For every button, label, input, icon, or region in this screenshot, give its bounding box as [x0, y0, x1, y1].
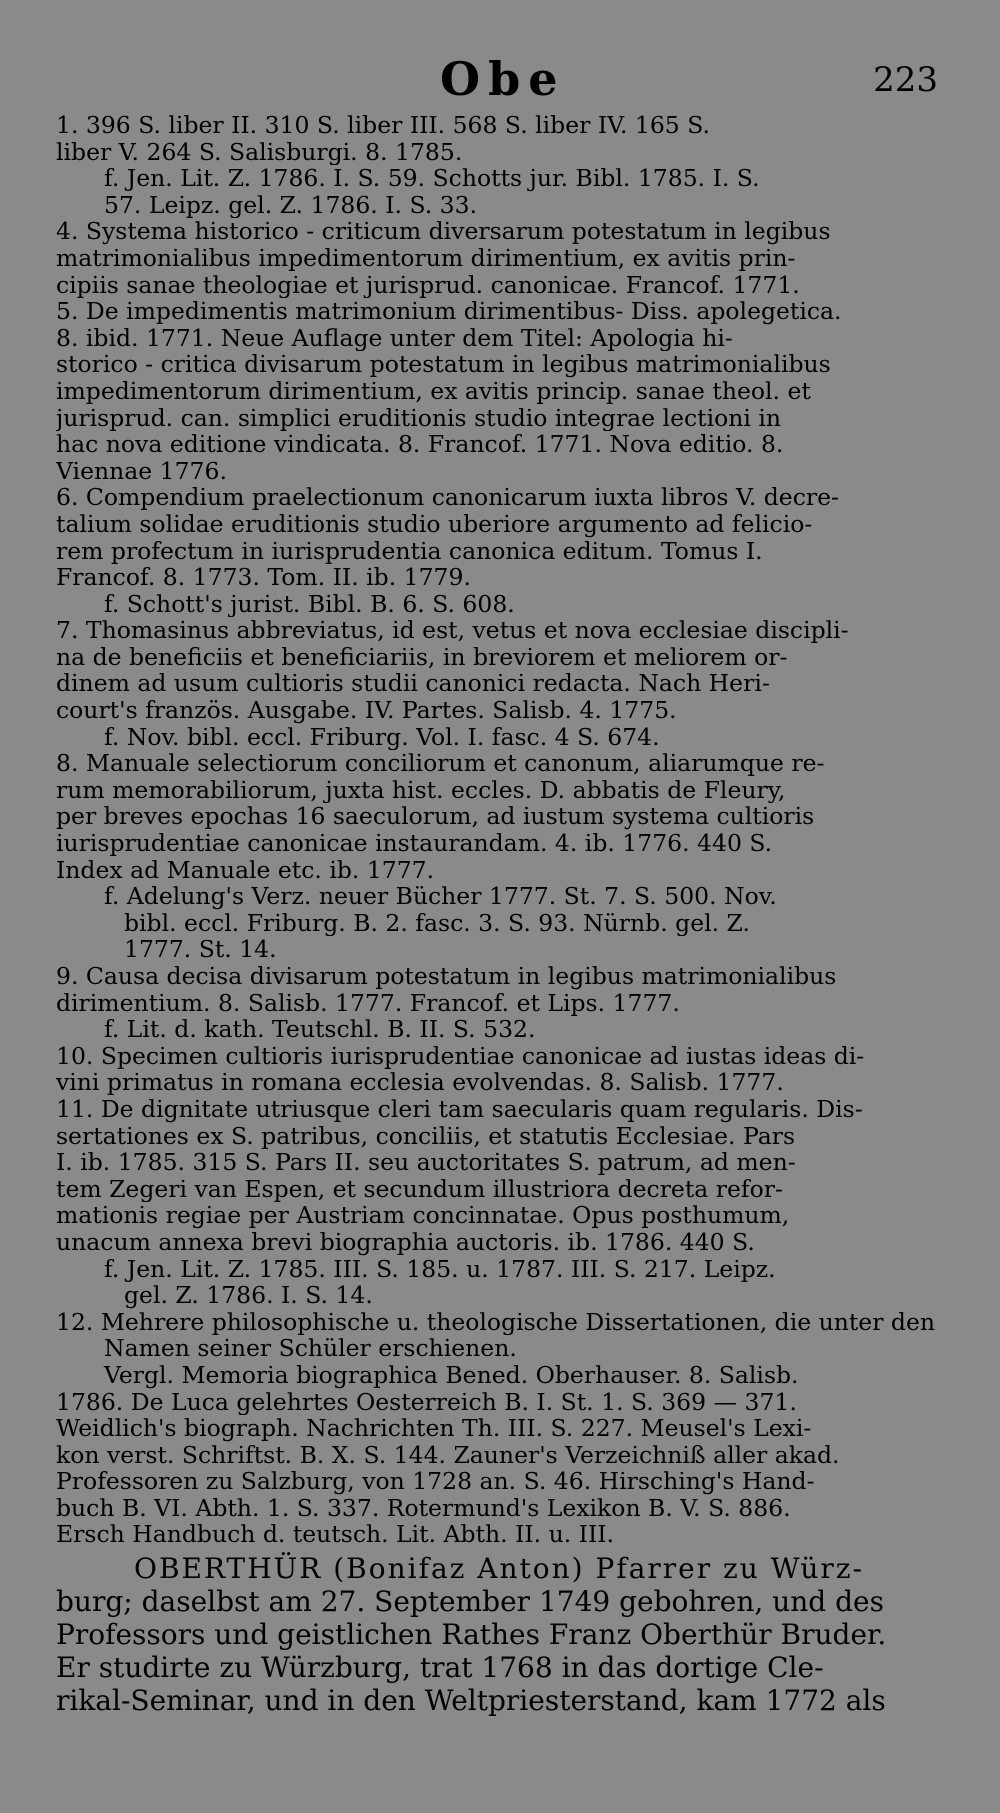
- text-line: 1. 396 S. liber II. 310 S. liber III. 568 S. liber IV. 165 S.: [56, 112, 710, 139]
- text-line: storico - critica divisarum potestatum in legibus matrimonialibus: [56, 351, 831, 378]
- text-line: dinem ad usum cultioris studii canonici redacta. Nach Heri-: [56, 670, 770, 698]
- text-line: Viennae 1776.: [56, 457, 227, 485]
- text-line: gel. Z. 1786. I. S. 14.: [124, 1282, 373, 1309]
- text-line: court's französ. Ausgabe. IV. Partes. Salisb. 4. 1775.: [56, 697, 677, 724]
- text-line: na de beneficiis et beneficiariis, in breviorem et meliorem or-: [56, 643, 788, 671]
- text-line: Vergl. Memoria biographica Bened. Oberhauser. 8. Salisb.: [104, 1361, 799, 1389]
- text-line: Weidlich's biograph. Nachrichten Th. III. S. 227. Meusel's Lexi-: [56, 1415, 812, 1442]
- text-line: Ersch Handbuch d. teutsch. Lit. Abth. II. u. III.: [56, 1521, 614, 1549]
- text-line: Professoren zu Salzburg, von 1728 an. S. 46. Hirsching's Hand-: [56, 1468, 815, 1495]
- text-line: tem Zegeri van Espen, et secundum illustriora decreta refor-: [56, 1175, 783, 1203]
- text-line: 6. Compendium praelectionum canonicarum iuxta libros V. decre-: [56, 484, 839, 511]
- text-line: 5. De impedimentis matrimonium dirimentibus- Diss. apolegetica.: [56, 298, 842, 325]
- text-line: dirimentium. 8. Salisb. 1777. Francof. et Lips. 1777.: [56, 989, 680, 1017]
- text-line: iurisprudentiae canonicae instaurandam. 4. ib. 1776. 440 S.: [56, 830, 773, 857]
- text-line: sertationes ex S. patribus, conciliis, et statutis Ecclesiae. Pars: [56, 1122, 796, 1150]
- text-line: f. Nov. bibl. eccl. Friburg. Vol. I. fasc. 4 S. 674.: [104, 723, 660, 751]
- text-line: f. Lit. d. kath. Teutschl. B. II. S. 532.: [104, 1016, 536, 1043]
- text-line: Francof. 8. 1773. Tom. II. ib. 1779.: [56, 564, 471, 591]
- entry-line: Professors und geistlichen Rathes Franz Oberthür Bruder.: [56, 1618, 887, 1652]
- text-line: impedimentorum dirimentium, ex avitis princip. sanae theol. et: [56, 377, 811, 405]
- text-line: buch B. VI. Abth. 1. S. 337. Rotermund's Lexikon B. V. S. 886.: [56, 1494, 791, 1522]
- text-line: cipiis sanae theologiae et jurisprud. canonicae. Francof. 1771.: [56, 271, 800, 299]
- text-line: per breves epochas 16 saeculorum, ad iustum systema cultioris: [56, 803, 815, 831]
- text-line: bibl. eccl. Friburg. B. 2. fasc. 3. S. 93. Nürnb. gel. Z.: [124, 909, 750, 937]
- text-line: 10. Specimen cultioris iurisprudentiae canonicae ad iustas ideas di-: [56, 1042, 865, 1070]
- text-line: matrimonialibus impedimentorum dirimentium, ex avitis prin-: [56, 244, 796, 272]
- text-line: 7. Thomasinus abbreviatus, id est, vetus et nova ecclesiae discipli-: [56, 617, 849, 644]
- text-line: 1786. De Luca gelehrtes Oesterreich B. I. St. 1. S. 369 — 371.: [56, 1388, 797, 1416]
- text-line: rum memorabiliorum, juxta hist. eccles. D. abbatis de Fleury,: [56, 776, 786, 804]
- text-line: liber V. 264 S. Salisburgi. 8. 1785.: [56, 138, 463, 166]
- entry-heading: OBERTHÜR (Bonifaz Anton) Pfarrer zu Würz-: [134, 1552, 864, 1586]
- text-line: jurisprud. can. simplici eruditionis studio integrae lectioni in: [56, 404, 782, 432]
- text-line: 11. De dignitate utriusque cleri tam saecularis quam regularis. Dis-: [56, 1095, 863, 1123]
- text-line: 12. Mehrere philosophische u. theologische Dissertationen, die unter den: [56, 1308, 936, 1336]
- text-line: 9. Causa decisa divisarum potestatum in legibus matrimonialibus: [56, 963, 837, 990]
- text-line: f. Adelung's Verz. neuer Bücher 1777. St. 7. S. 500. Nov.: [104, 883, 777, 910]
- text-line: 4. Systema historico - criticum diversarum potestatum in legibus: [56, 218, 831, 245]
- entry-line: burg; daselbst am 27. September 1749 gebohren, und des: [56, 1585, 884, 1619]
- text-line: unacum annexa brevi biographia auctoris. ib. 1786. 440 S.: [56, 1228, 755, 1256]
- text-line: Index ad Manuale etc. ib. 1777.: [56, 856, 435, 884]
- entry-line: Er studirte zu Würzburg, trat 1768 in das dortige Cle-: [56, 1651, 824, 1685]
- page-header: [0, 52, 1000, 112]
- text-line: Namen seiner Schüler erschienen.: [104, 1335, 517, 1362]
- text-line: 8. ibid. 1771. Neue Auflage unter dem Titel: Apologia hi-: [56, 324, 733, 352]
- text-line: f. Schott's jurist. Bibl. B. 6. S. 608.: [104, 590, 515, 618]
- text-line: vini primatus in romana ecclesia evolvendas. 8. Salisb. 1777.: [56, 1069, 784, 1096]
- text-line: mationis regiae per Austriam concinnatae. Opus posthumum,: [56, 1202, 790, 1229]
- text-line: 1777. St. 14.: [124, 936, 277, 963]
- text-line: f. Jen. Lit. Z. 1785. III. S. 185. u. 1787. III. S. 217. Leipz.: [104, 1255, 776, 1283]
- text-line: 57. Leipz. gel. Z. 1786. I. S. 33.: [104, 191, 478, 219]
- text-line: hac nova editione vindicata. 8. Francof. 1771. Nova editio. 8.: [56, 431, 784, 458]
- entry-line: rikal-Seminar, und in den Weltpriesterstand, kam 1772 als: [56, 1684, 886, 1718]
- text-line: rem profectum in iurisprudentia canonica editum. Tomus I.: [56, 537, 763, 565]
- entry-heading-line: [56, 1552, 946, 1585]
- page-number: 223: [873, 60, 938, 100]
- text-line: I. ib. 1785. 315 S. Pars II. seu auctoritates S. patrum, ad men-: [56, 1149, 796, 1176]
- running-title: Obe: [440, 52, 566, 106]
- page-body: [56, 112, 946, 1717]
- text-line: talium solidae eruditionis studio uberiore argumento ad felicio-: [56, 510, 813, 538]
- text-line: 8. Manuale selectiorum conciliorum et canonum, aliarumque re-: [56, 750, 825, 777]
- text-line: f. Jen. Lit. Z. 1786. I. S. 59. Schotts jur. Bibl. 1785. I. S.: [104, 165, 760, 192]
- text-line: kon verst. Schriftst. B. X. S. 144. Zauner's Verzeichniß aller akad.: [56, 1441, 840, 1469]
